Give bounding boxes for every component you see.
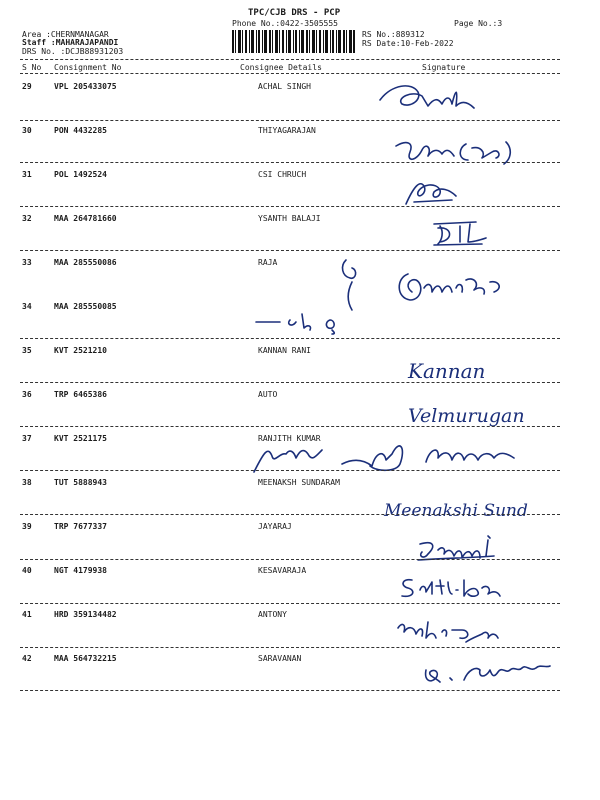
consignment-number: MAA 264781660 <box>54 214 117 223</box>
row-number: 30 <box>22 126 32 135</box>
consignment-number: MAA 285550086 <box>54 258 117 267</box>
consignee-name: ANTONY <box>258 610 287 619</box>
consignment-number: TRP 6465386 <box>54 390 107 399</box>
staff-label: Staff :MAHARAJAPANDI <box>22 38 119 47</box>
row-divider <box>20 559 560 560</box>
row-divider <box>20 120 560 121</box>
row-number: 33 <box>22 258 32 267</box>
consignee-name: YSANTH BALAJI <box>258 214 321 223</box>
consignment-number: MAA 285550085 <box>54 302 117 311</box>
consignee-name: MEENAKSH SUNDARAM <box>258 478 340 487</box>
phone-number: Phone No.:0422-3505555 <box>232 19 338 28</box>
row-divider <box>20 250 560 251</box>
consignment-number: HRD 359134482 <box>54 610 117 619</box>
row-divider <box>20 382 560 383</box>
row-number: 41 <box>22 610 32 619</box>
consignee-name: CSI CHRUCH <box>258 170 307 179</box>
row-divider <box>20 338 560 339</box>
header-divider-top <box>20 59 560 60</box>
consignee-name: AUTO <box>258 390 278 399</box>
signature-text <box>382 494 572 524</box>
row-number: 34 <box>22 302 32 311</box>
row-divider <box>20 514 560 515</box>
consignee-name: THIYAGARAJAN <box>258 126 316 135</box>
col-consignee: Consignee Details <box>240 63 322 72</box>
consignment-number: MAA 564732215 <box>54 654 117 663</box>
signature-drawing <box>250 432 540 478</box>
row-divider <box>20 206 560 207</box>
consignee-name: SARAVANAN <box>258 654 302 663</box>
consignment-number: KVT 2521175 <box>54 434 107 443</box>
consignment-number: NGT 4179938 <box>54 566 107 575</box>
signature-drawing <box>414 536 504 566</box>
consignment-number: PON 4432285 <box>54 126 107 135</box>
signature-handwriting: Kannan <box>408 359 486 383</box>
col-signature: Signature <box>422 63 466 72</box>
document-title: TPC/CJB DRS - PCP <box>248 8 341 18</box>
row-number: 32 <box>22 214 32 223</box>
consignment-number: POL 1492524 <box>54 170 107 179</box>
area-label: Area :CHERNMANAGAR <box>22 30 109 39</box>
row-number: 31 <box>22 170 32 179</box>
barcode-image <box>232 30 355 53</box>
row-divider <box>20 426 560 427</box>
signature-drawing <box>430 218 500 248</box>
page-number: Page No.:3 <box>454 19 503 28</box>
row-divider <box>20 690 560 691</box>
consignee-name: RAJA <box>258 258 278 267</box>
signature-drawing <box>394 616 504 648</box>
consignee-name: RANJITH KUMAR <box>258 434 321 443</box>
row-number: 38 <box>22 478 32 487</box>
header-divider-bottom <box>20 73 560 74</box>
signature-drawing <box>252 308 362 334</box>
col-sno: S No <box>22 63 42 72</box>
signature-drawing <box>420 656 570 692</box>
rs-date: RS Date:10-Feb-2022 <box>362 39 454 48</box>
row-number: 29 <box>22 82 32 91</box>
row-number: 40 <box>22 566 32 575</box>
rs-number: RS No.:889312 <box>362 30 425 39</box>
signature-handwriting: Meenakshi Sund <box>384 501 528 521</box>
consignee-name: KANNAN RANI <box>258 346 311 355</box>
signature-drawing <box>396 176 476 210</box>
consignment-number: TRP 7677337 <box>54 522 107 531</box>
col-consignment: Consignment No <box>54 63 122 72</box>
row-number: 39 <box>22 522 32 531</box>
row-number: 36 <box>22 390 32 399</box>
signature-drawing <box>392 138 532 168</box>
row-divider <box>20 162 560 163</box>
signature-drawing <box>372 78 492 118</box>
consignee-name: JAYARAJ <box>258 522 292 531</box>
consignee-name: ACHAL SINGH <box>258 82 311 91</box>
signature-drawing <box>338 256 368 314</box>
consignment-number: TUT 5888943 <box>54 478 107 487</box>
drs-number: DRS No. :DCJB88931203 <box>22 47 124 56</box>
row-number: 37 <box>22 434 32 443</box>
signature-drawing <box>394 270 514 306</box>
row-divider <box>20 603 560 604</box>
row-divider <box>20 647 560 648</box>
signature-drawing <box>396 574 506 602</box>
consignment-number: VPL 205433075 <box>54 82 117 91</box>
signature-handwriting: Velmurugan <box>408 405 525 427</box>
consignment-number: KVT 2521210 <box>54 346 107 355</box>
row-number: 35 <box>22 346 32 355</box>
consignee-name: KESAVARAJA <box>258 566 307 575</box>
row-divider <box>20 470 560 471</box>
row-number: 42 <box>22 654 32 663</box>
